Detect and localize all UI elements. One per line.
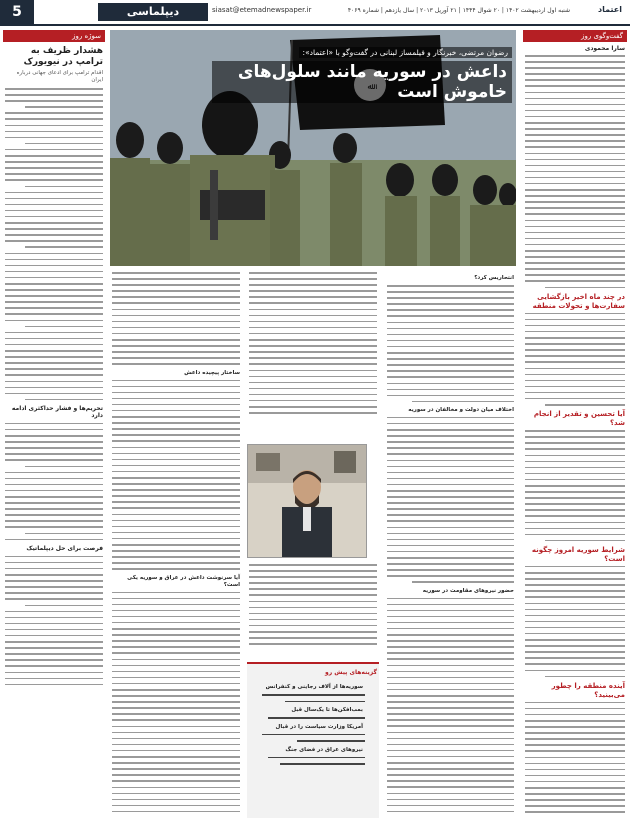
option-3: آمریکا وزارت سیاست را در قبال xyxy=(275,723,363,730)
right-column-author: سارا محمودی xyxy=(584,45,625,52)
right-column-question-3: شرایط سوریه امروز چگونه است؟ xyxy=(531,545,625,563)
right-column-body-5 xyxy=(523,702,627,816)
section-title: دیپلماسی xyxy=(98,3,208,21)
right-column-body-1 xyxy=(523,55,627,288)
body-column-middle-mid xyxy=(247,564,379,654)
left-column-body-3 xyxy=(3,556,105,685)
left-column-subline: اقدام ترامپ برای ادعای جهانی درباره ایران xyxy=(16,70,103,83)
body-column-left xyxy=(110,272,242,816)
question-1: انتحاریس کرد؟ xyxy=(474,275,514,281)
feature-kicker: رضوان مرتضی، خبرنگار و فیلمساز لبنانی در گفت‌وگو با «اعتماد»: xyxy=(299,47,512,58)
left-column xyxy=(3,30,105,816)
left-column-midhead: تحریم‌ها و فشار حداکثری ادامه دارد xyxy=(11,404,103,419)
body-column-middle-top xyxy=(247,272,379,442)
option-2: بمب‌افکن‌ها تا یک‌سال قبل xyxy=(291,707,363,713)
left-column-body-2 xyxy=(3,423,105,540)
right-column-body-2 xyxy=(523,313,627,406)
right-column xyxy=(523,30,627,816)
right-column-question-4: آینده منطقه را چطور می‌بینید؟ xyxy=(551,681,625,699)
right-column-body-3 xyxy=(523,430,627,541)
right-column-body-4 xyxy=(523,566,627,677)
option-1: سوریه‌ها از آلاف رجاینی و کنفرانس xyxy=(265,684,363,690)
masthead xyxy=(0,0,630,26)
newspaper-logo: اعتماد xyxy=(598,5,622,14)
page-number: 5 xyxy=(0,0,34,24)
interviewee-illustration xyxy=(248,445,366,557)
right-column-question-2: آیا تحسین و تقدیر از انجام شد؟ xyxy=(533,410,625,428)
interviewee-photo xyxy=(247,444,367,558)
right-column-question-1: در چند ماه اخیر بازگشایی سفارت‌ها و تحولات منطقه xyxy=(532,292,625,310)
options-box xyxy=(247,662,379,818)
option-4: نیروهای عراق در فضای جنگ xyxy=(285,746,363,753)
left-column-body-1 xyxy=(3,88,105,400)
left-column-midhead-2: فرصت برای حل دیپلماتیک xyxy=(26,544,103,552)
question-4: ساختار پیچیده داعش xyxy=(184,369,240,376)
body-column-right xyxy=(385,272,516,816)
question-2: اختلاف میان دولت و مخالفان در سوریه xyxy=(408,406,514,413)
left-column-headline: هشدار ظریف به ترامپ در نیویورک xyxy=(23,46,103,67)
question-5: آیا سرنوشت داعش در عراق و سوریه یکی است؟ xyxy=(127,574,240,588)
options-box-title: گزینه‌های پیش رو xyxy=(324,669,377,676)
feature-headline xyxy=(212,40,512,103)
date-line: شنبه اول اردیبهشت ۱۴۰۲ | ۲۰ شوال ۱۴۴۴ | ۲۱ آوریل ۲۰۱۳ | سال یازدهم | شماره ۴۰۶۹ xyxy=(347,7,570,14)
left-column-tag: سوژه روز xyxy=(3,30,105,42)
right-column-tag: گفت‌وگوی روز xyxy=(523,30,627,42)
feature-title: داعش در سوریه مانند سلول‌های خاموش است xyxy=(212,61,512,103)
website-email: siasat@etemadnewspaper.ir xyxy=(212,6,312,14)
question-3: حضور نیروهای مقاومت در سوریه xyxy=(422,587,514,594)
